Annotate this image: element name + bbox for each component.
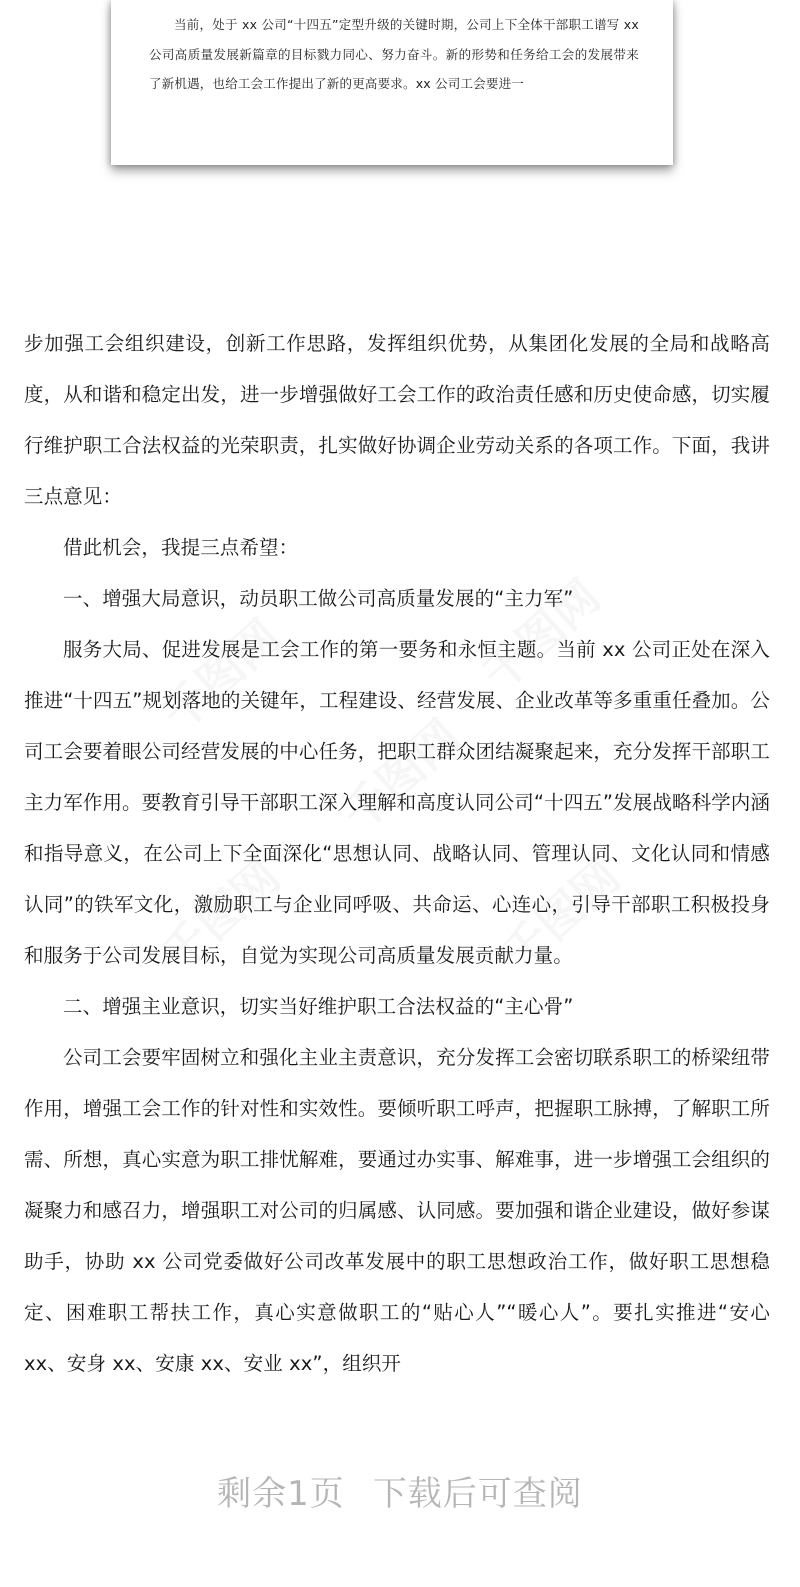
download-prompt[interactable]	[0, 1466, 800, 1515]
watermark: 千图网	[151, 848, 291, 982]
body-paragraph: 服务大局、促进发展是工会工作的第一要务和永恒主题。当前 xx 公司正处在深入推进“十四五”规划落地的关键年，工程建设、经营发展、企业改革等多重重任叠加。公司工会要着眼公司经营发展的中心任务，把职工群众团结凝聚起来，充分发挥干部职工主力军作用。要教育引导干部职工深入理解和高度认同公司“十四五”发展战略科学内涵和指导意义，在公司上下全面深化“思想认同、战略认同、管理认同、文化认同和情感认同”的铁军文化，激励职工与企业同呼吸、共命运、心连心，引导干部职工积极投身和服务于公司发展目标，自觉为实现公司高质量发展贡献力量。	[24, 638, 770, 967]
body-paragraph: 公司工会要牢固树立和强化主业主责意识，充分发挥工会密切联系职工的桥梁纽带作用，增强工会工作的针对性和实效性。要倾听职工呼声，把握职工脉搏，了解职工所需、所想，真心实意为职工排忧解难，要通过办实事、解难事，进一步增强工会组织的凝聚力和感召力，增强职工对公司的归属感、认同感。要加强和谐企业建设，做好参谋助手，协助 xx 公司党委做好公司改革发展中的职工思想政治工作，做好职工思想稳定、困难职工帮扶工作，真心实意做职工的“贴心人”“暖心人”。要扎实推进“安心 xx、安身 xx、安康 xx、安业 xx”，组织开	[24, 1046, 770, 1375]
remaining-pages-text: 剩余1页	[217, 1474, 345, 1514]
watermark: 千图网	[151, 608, 291, 742]
download-to-view-text: 下载后可查阅	[372, 1474, 583, 1514]
watermark: 千图网	[471, 568, 611, 702]
preview-paragraph: 当前，处于 xx 公司“十四五”定型升级的关键时期，公司上下全体干部职工谱写 xx 公司高质量发展新篇章的目标戮力同心、努力奋斗。新的形势和任务给工会的发展带来了新机遇，也给工会工作提出了新的更高要求。xx 公司工会要进一	[149, 17, 639, 91]
body-paragraph: 步加强工会组织建设，创新工作思路，发挥组织优势，从集团化发展的全局和战略高度，从和谐和稳定出发，进一步增强做好工会工作的政治责任感和历史使命感，切实履行维护职工合法权益的光荣职责，扎实做好协调企业劳动关系的各项工作。下面，我讲三点意见：	[24, 332, 770, 508]
section-heading: 一、增强大局意识，动员职工做公司高质量发展的“主力军”	[63, 587, 574, 610]
watermark: 千图网	[331, 708, 471, 842]
watermark: 千图网	[491, 848, 631, 982]
preview-card	[111, 0, 673, 165]
section-heading: 二、增强主业意识，切实当好维护职工合法权益的“主心骨”	[63, 995, 574, 1018]
body-paragraph: 借此机会，我提三点希望：	[63, 536, 299, 559]
document-body	[24, 318, 770, 1389]
